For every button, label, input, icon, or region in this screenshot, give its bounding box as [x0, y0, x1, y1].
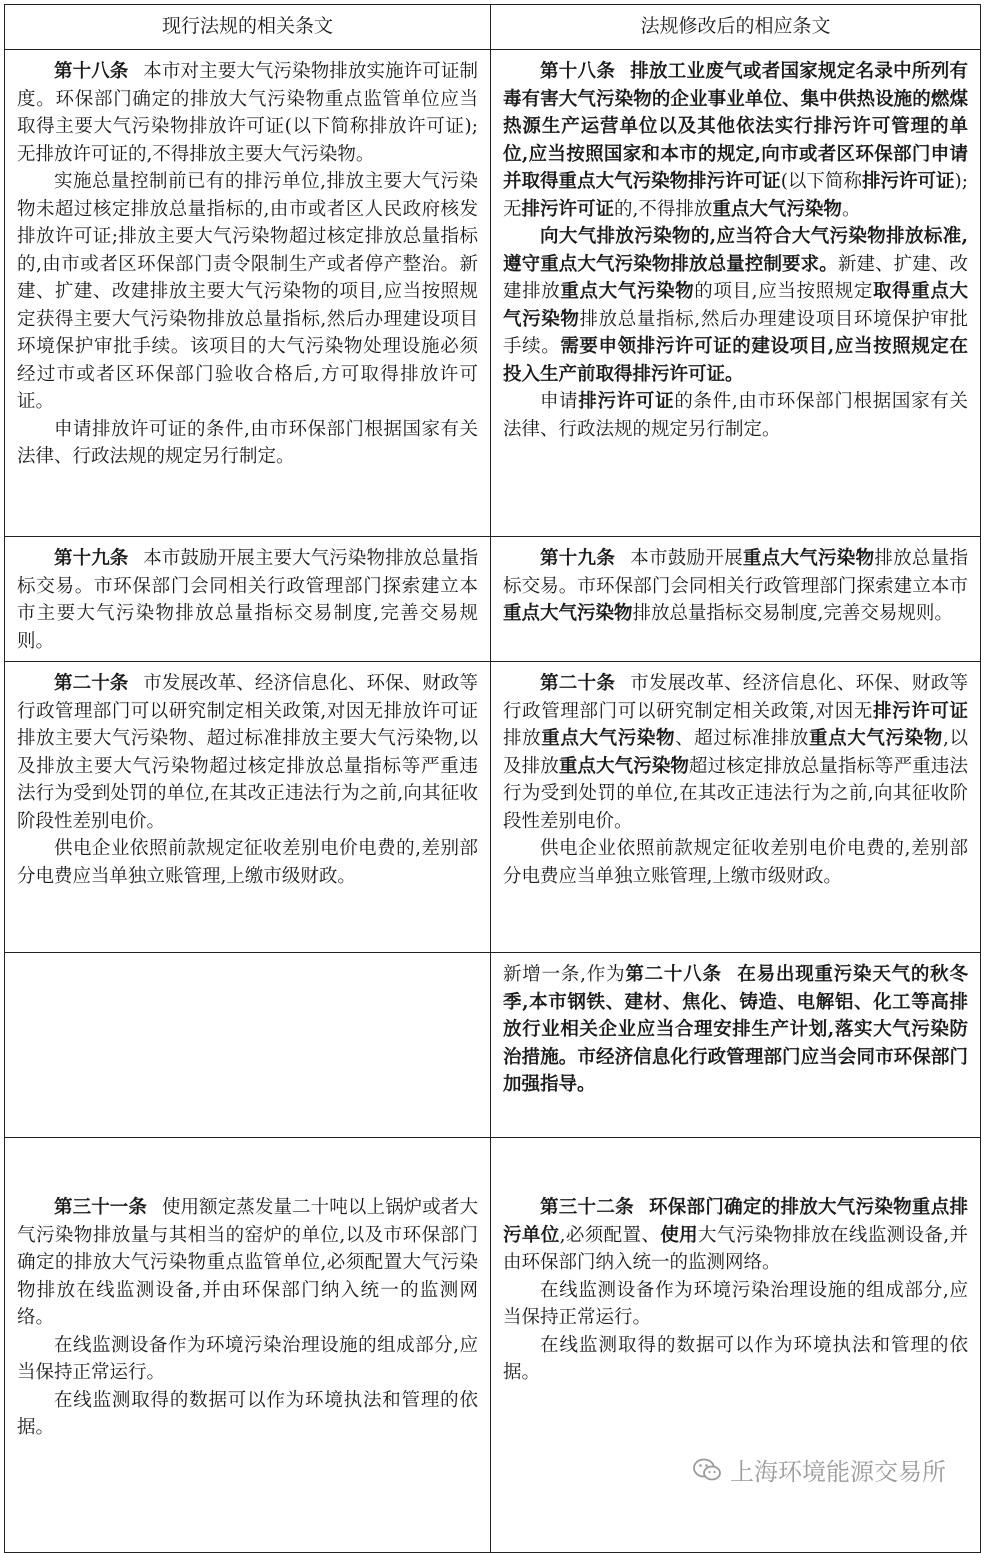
table-header-row [5, 5, 981, 50]
article-19-current [5, 537, 491, 662]
article-number: 第二十条 [54, 673, 129, 694]
article-18-amended [491, 50, 981, 537]
article-20-current [5, 662, 491, 953]
paragraph: 新增一条,作为第二十八条 在易出现重污染天气的秋冬季,本市钢铁、建材、焦化、铸造、电解铝、化工等高排放行业相关企业应当合理安排生产计划,落实大气污染防治措施。市经济信息化行政管理部门应当会同市环保部门加强指导。 [503, 964, 968, 1095]
paragraph: 第二十条 市发展改革、经济信息化、环保、财政等行政管理部门可以研究制定相关政策,对因无排放许可证排放主要大气污染物、超过标准排放主要大气污染物,以及排放主要大气污染物超过核定排放总量指标等严重违法行为受到处罚的单位,在其改正违法行为之前,向其征收阶段性差别电价。 [17, 673, 478, 832]
article-18-current [5, 50, 491, 537]
table-row [5, 1138, 981, 1553]
article-number: 第十九条 [54, 548, 129, 569]
article-number: 第三十一条 [54, 1197, 147, 1218]
article-28-new [491, 953, 981, 1138]
paragraph: 在线监测取得的数据可以作为环境执法和管理的依据。 [17, 1389, 478, 1438]
article-number: 第十八条 [540, 61, 616, 82]
paragraph: 第二十条 市发展改革、经济信息化、环保、财政等行政管理部门可以研究制定相关政策,对因无排污许可证排放重点大气污染物、超过标准排放重点大气污染物,以及排放重点大气污染物超过核定排放总量指标等严重违法行为受到处罚的单位,在其改正违法行为之前,向其征收阶段性差别电价。 [503, 673, 968, 832]
header-current-provisions: 现行法规的相关条文 [5, 5, 491, 50]
paragraph: 在线监测设备作为环境污染治理设施的组成部分,应当保持正常运行。 [503, 1279, 968, 1328]
article-20-amended [491, 662, 981, 953]
paragraph: 供电企业依照前款规定征收差别电价电费的,差别部分电费应当单独立账管理,上缴市级财政。 [503, 838, 968, 887]
watermark [692, 1452, 946, 1487]
article-number: 第二十八条 [625, 964, 722, 985]
paragraph: 供电企业依照前款规定征收差别电价电费的,差别部分电费应当单独立账管理,上缴市级财政。 [17, 838, 478, 887]
article-19-amended [491, 537, 981, 662]
paragraph: 实施总量控制前已有的排污单位,排放主要大气污染物未超过核定排放总量指标的,由市或者区人民政府核发排放许可证;排放主要大气污染物超过核定排放总量指标的,由市或者区环保部门责令限制生产或者停产整治。新建、扩建、改建排放主要大气污染物的项目,应当按照规定获得主要大气污染物排放总量指标,然后办理建设项目环境保护审批手续。该项目的大气污染物处理设施必须经过市或者区环保部门验收合格后,方可取得排放许可证。 [17, 171, 478, 412]
paragraph: 第十九条 本市鼓励开展重点大气污染物排放总量指标交易。市环保部门会同相关行政管理部门探索建立本市重点大气污染物排放总量指标交易制度,完善交易规则。 [503, 548, 968, 624]
comparison-table [4, 4, 981, 1553]
article-number: 第十八条 [54, 61, 129, 82]
paragraph: 申请排污许可证的条件,由市环保部门根据国家有关法律、行政法规的规定另行制定。 [503, 391, 968, 440]
table-row [5, 50, 981, 537]
paragraph: 申请排放许可证的条件,由市环保部门根据国家有关法律、行政法规的规定另行制定。 [17, 418, 478, 467]
paragraph: 第十八条 排放工业废气或者国家规定名录中所列有毒有害大气污染物的企业事业单位、集中供热设施的燃煤热源生产运营单位以及其他依法实行排污许可管理的单位,应当按照国家和本市的规定,向市或者区环保部门申请并取得重点大气污染物排污许可证(以下简称排污许可证);无排污许可证的,不得排放重点大气污染物。 [503, 61, 968, 220]
table-row [5, 953, 981, 1138]
table-row [5, 537, 981, 662]
paragraph: 在线监测设备作为环境污染治理设施的组成部分,应当保持正常运行。 [17, 1334, 478, 1383]
header-amended-provisions: 法规修改后的相应条文 [491, 5, 981, 50]
article-number: 第二十条 [540, 673, 616, 694]
paragraph: 第三十二条 环保部门确定的排放大气污染物重点排污单位,必须配置、使用大气污染物排放在线监测设备,并由环保部门纳入统一的监测网络。 [503, 1197, 968, 1273]
empty-current-cell [5, 953, 491, 1138]
paragraph: 第十九条 本市鼓励开展主要大气污染物排放总量指标交易。市环保部门会同相关行政管理部门探索建立本市主要大气污染物排放总量指标交易制度,完善交易规则。 [17, 548, 478, 652]
article-31-current [5, 1138, 491, 1553]
table-row [5, 662, 981, 953]
watermark-text: 上海环境能源交易所 [730, 1458, 946, 1486]
paragraph: 第十八条 本市对主要大气污染物排放实施许可证制度。环保部门确定的排放大气污染物重点监管单位应当取得主要大气污染物排放许可证(以下简称排放许可证);无排放许可证的,不得排放主要大气污染物。 [17, 61, 478, 165]
article-number: 第三十二条 [540, 1197, 634, 1218]
paragraph: 第三十一条 使用额定蒸发量二十吨以上锅炉或者大气污染物排放量与其相当的窑炉的单位,以及市环保部门确定的排放大气污染物重点监管单位,必须配置大气污染物排放在线监测设备,并由环保部门纳入统一的监测网络。 [17, 1197, 478, 1328]
wechat-icon [692, 1457, 722, 1483]
article-32-amended [491, 1138, 981, 1553]
paragraph: 向大气排放污染物的,应当符合大气污染物排放标准,遵守重点大气污染物排放总量控制要求。新建、扩建、改建排放重点大气污染物的项目,应当按照规定取得重点大气污染物排放总量指标,然后办理建设项目环境保护审批手续。需要申领排污许可证的建设项目,应当按照规定在投入生产前取得排污许可证。 [503, 226, 968, 385]
paragraph: 在线监测取得的数据可以作为环境执法和管理的依据。 [503, 1334, 968, 1383]
article-number: 第十九条 [540, 548, 616, 569]
